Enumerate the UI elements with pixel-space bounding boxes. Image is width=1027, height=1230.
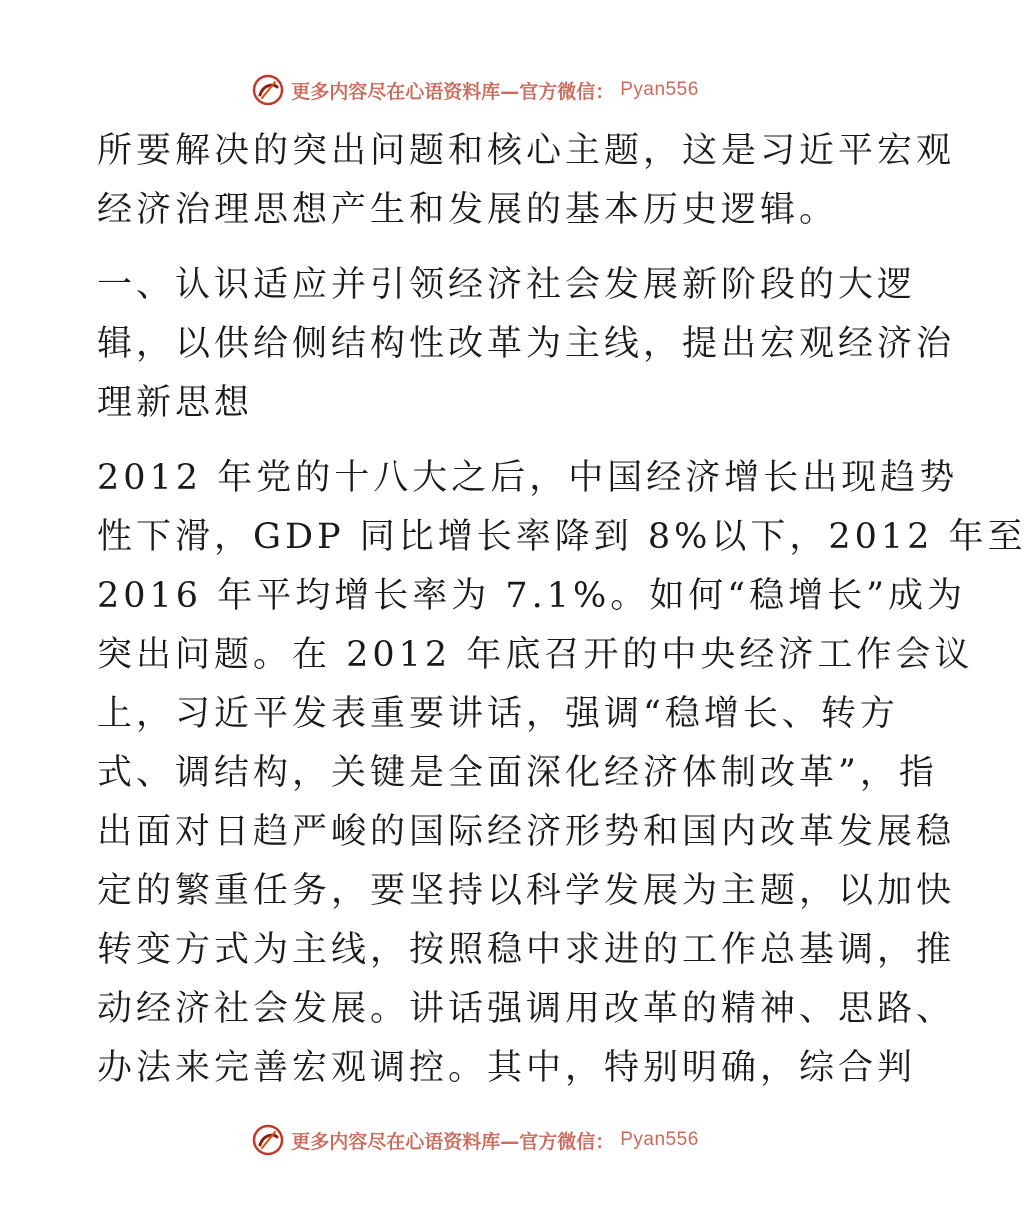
heading-line: 一、认识适应并引领经济社会发展新阶段的大逻 (97, 265, 917, 305)
text-line: 办法来完善宏观调控。其中，特别明确，综合判 (97, 1048, 917, 1088)
logo-icon (251, 73, 285, 107)
logo-icon (251, 1123, 285, 1157)
document-body (97, 122, 1027, 1098)
watermark-text: 更多内容尽在心语资料库—官方微信： (291, 80, 615, 103)
text-line: 性下滑，GDP 同比增长率降到 8%以下，2012 年至 (97, 517, 1027, 557)
text-line: 动经济社会发展。讲话强调用改革的精神、思路、 (97, 989, 956, 1029)
text-line: 上，习近平发表重要讲话，强调“稳增长、转方 (97, 694, 899, 734)
watermark-wechat-id: Pyan556 (620, 1129, 699, 1150)
text-line: 2012 年党的十八大之后，中国经济增长出现趋势 (97, 458, 959, 498)
heading-line: 辑，以供给侧结构性改革为主线，提出宏观经济治 (97, 324, 956, 364)
text-line: 所要解决的突出问题和核心主题，这是习近平宏观 (97, 131, 956, 171)
text-line: 定的繁重任务，要坚持以科学发展为主题，以加快 (97, 871, 956, 911)
text-line: 突出问题。在 2012 年底召开的中央经济工作会议 (97, 635, 974, 675)
text-line: 经济治理思想产生和发展的基本历史逻辑。 (97, 190, 839, 230)
watermark-footer (0, 1120, 950, 1160)
text-line: 转变方式为主线，按照稳中求进的工作总基调，推 (97, 930, 956, 970)
watermark-wechat-id: Pyan556 (620, 79, 699, 100)
paragraph-3 (97, 449, 1027, 1098)
watermark-header (0, 70, 950, 110)
text-line: 出面对日趋严峻的国际经济形势和国内改革发展稳 (97, 812, 956, 852)
text-line: 式、调结构，关键是全面深化经济体制改革”，指 (97, 753, 938, 793)
section-heading (97, 256, 956, 433)
paragraph-1 (97, 122, 956, 240)
watermark-text: 更多内容尽在心语资料库—官方微信： (291, 1130, 615, 1153)
heading-line: 理新思想 (97, 383, 254, 423)
text-line: 2016 年平均增长率为 7.1%。如何“稳增长”成为 (97, 576, 967, 616)
